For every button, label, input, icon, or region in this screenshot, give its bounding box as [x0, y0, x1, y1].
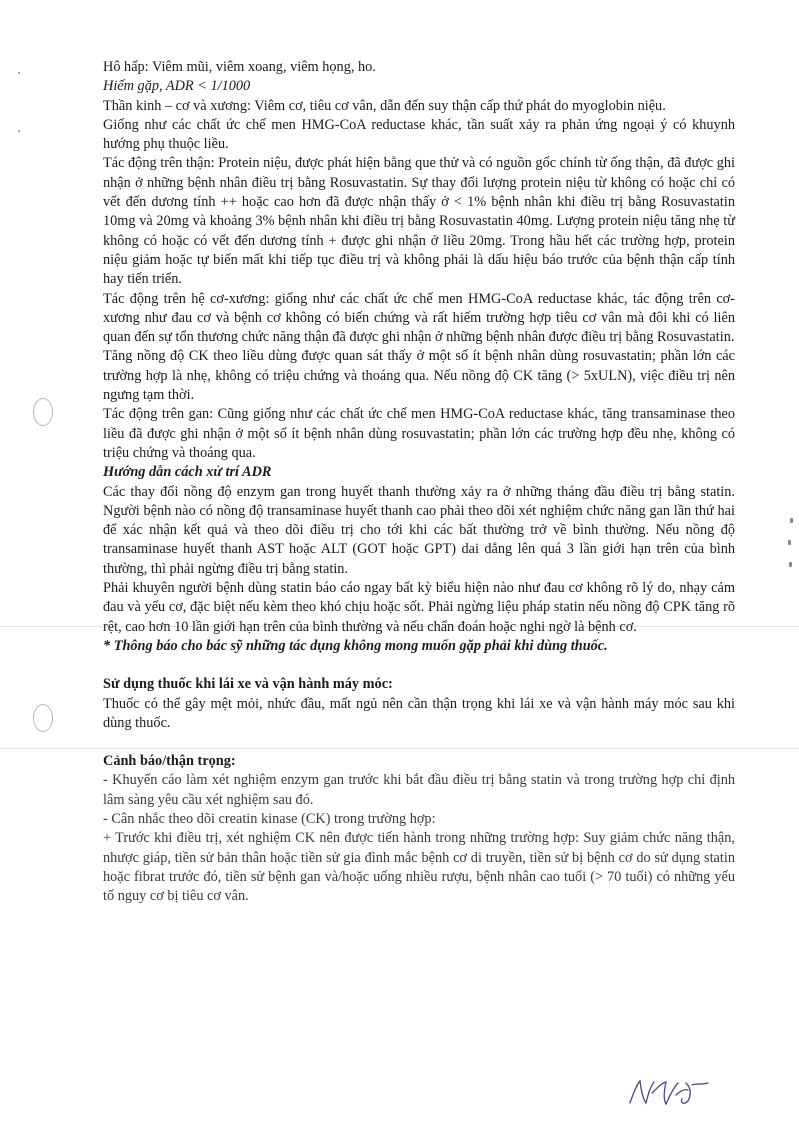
paragraph: Sử dụng thuốc khi lái xe và vận hành máy móc: — [103, 676, 393, 693]
punch-hole-lower — [33, 704, 53, 732]
punch-hole-upper — [33, 398, 53, 426]
paragraph-spacer — [103, 656, 735, 675]
paragraph: Cảnh báo/thận trọng: — [103, 753, 236, 770]
paragraph: Các thay đổi nồng độ enzym gan trong huyết thanh thường xảy ra ở những tháng đầu điều trị bằng statin. Người bệnh nào có nồng độ transaminase huyết thanh cao phải theo dõi xét nghiệm chức năng gan lần thứ hai để xác nhận kết quả và theo dõi điều trị cho tới khi các bất thường trở về bình thường. Nếu nồng độ transaminase huyết thanh AST hoặc ALT (GOT hoặc GPT) dai dẳng lên quá 3 lần giới hạn trên của bình thường, thì phải ngừng điều trị bằng statin. — [103, 483, 735, 577]
paragraph: Tác động trên thận: Protein niệu, được phát hiện bằng que thử và có nguồn gốc chính từ ống thận, đã được ghi nhận ở những bệnh nhân điều trị bằng Rosuvastatin. Sự thay đổi lượng protein niệu từ không có hoặc chỉ có vết đến dương tính ++ hoặc cao hơn đã được nhận thấy ở < 1% bệnh nhân khi điều trị bằng Rosuvastatin 10mg và 20mg và khoảng 3% bệnh nhân khi điều trị bằng Rosuvastatin 40mg. Lượng protein niệu tăng nhẹ từ không có hoặc có vết đến dương tính + được ghi nhận ở liều 20mg. Trong hầu hết các trường hợp, protein niệu giảm hoặc tự biến mất khi tiếp tục điều trị và không phải là dấu hiệu báo trước của bệnh thận cấp tính hay tiến triển. — [103, 155, 735, 288]
paragraph: Hướng dẫn cách xử trí ADR — [103, 464, 272, 481]
paragraph: Phải khuyên người bệnh dùng statin báo cáo ngay bất kỳ biểu hiện nào như đau cơ không rõ lý do, nhạy cảm đau và yếu cơ, đặc biệt nếu kèm theo khó chịu hoặc sốt. Phải ngừng liệu pháp statin nếu nồng độ CPK tăng rõ rệt, cao hơn 10 lần giới hạn trên của bình thường và nếu chẩn đoán hoặc nghi ngờ là bệnh cơ. — [103, 580, 735, 635]
scan-speck — [789, 562, 792, 567]
paragraph-spacer — [103, 733, 735, 752]
paragraph: * Thông báo cho bác sỹ những tác dụng không mong muốn gặp phải khi dùng thuốc. — [103, 637, 608, 654]
scan-speck — [18, 72, 20, 74]
paragraph: Tác động trên gan: Cũng giống như các chất ức chế men HMG-CoA reductase khác, tăng transaminase theo liều đã được ghi nhận ở một số ít bệnh nhân dùng rosuvastatin; phần lớn các trường hợp đều nhẹ, không có triệu chứng và thoáng qua. — [103, 406, 735, 461]
paragraph: Tăng nồng độ CK theo liều dùng được quan sát thấy ở một số ít bệnh nhân dùng rosuvastatin; phần lớn các trường hợp là nhẹ, không có triệu chứng và thoáng qua. Nếu nồng độ CK tăng (> 5xULN), việc điều trị nên ngưng tạm thời. — [103, 348, 735, 404]
handwritten-signature — [626, 1073, 722, 1111]
paragraph: Thuốc có thể gây mệt mỏi, nhức đầu, mất ngủ nên cần thận trọng khi lái xe và vận hành máy móc sau khi dùng thuốc. — [103, 695, 735, 731]
document-body — [103, 58, 735, 906]
paragraph: Hiếm gặp, ADR < 1/1000 — [103, 78, 251, 95]
paragraph: + Trước khi điều trị, xét nghiệm CK nên được tiến hành trong những trường hợp: Suy giảm chức năng thận, nhược giáp, tiền sử bản thân hoặc tiền sử gia đình mắc bệnh cơ di truyền, tiền sử bị bệnh cơ do sử dụng statin hoặc fibrat trước đó, tiền sử bệnh gan và/hoặc uống nhiều rượu, bệnh nhân cao tuổi (> 70 tuổi) có những yếu tố nguy cơ bị tiêu cơ vân. — [103, 830, 735, 905]
scan-speck — [18, 130, 20, 132]
paragraph: - Khuyến cáo làm xét nghiệm enzym gan trước khi bắt đầu điều trị bằng statin và trong trường hợp chỉ định lâm sàng yêu cầu xét nghiệm sau đó. — [103, 772, 735, 808]
paragraph: Thần kinh – cơ và xương: Viêm cơ, tiêu cơ vân, dẫn đến suy thận cấp thứ phát do myoglobin niệu. — [103, 97, 666, 114]
paragraph: Hô hấp: Viêm mũi, viêm xoang, viêm họng, ho. — [103, 59, 376, 75]
scan-speck — [788, 540, 791, 545]
paragraph: Tác động trên hệ cơ-xương: giống như các chất ức chế men HMG-CoA reductase khác, tác động trên cơ-xương như đau cơ và bệnh cơ không có biến chứng và rất hiếm trường hợp tiêu cơ vân mà đôi khi có liên quan đến sự tổn thương chức năng thận đã được ghi nhận ở những bệnh nhân được điều trị bằng Rosuvastatin. — [103, 290, 735, 346]
scan-speck — [790, 518, 793, 523]
paragraph: - Cân nhắc theo dõi creatin kinase (CK) trong trường hợp: — [103, 810, 436, 827]
paragraph: Giống như các chất ức chế men HMG-CoA reductase khác, tần suất xảy ra phản ứng ngoại ý có khuynh hướng phụ thuộc liều. — [103, 116, 735, 153]
